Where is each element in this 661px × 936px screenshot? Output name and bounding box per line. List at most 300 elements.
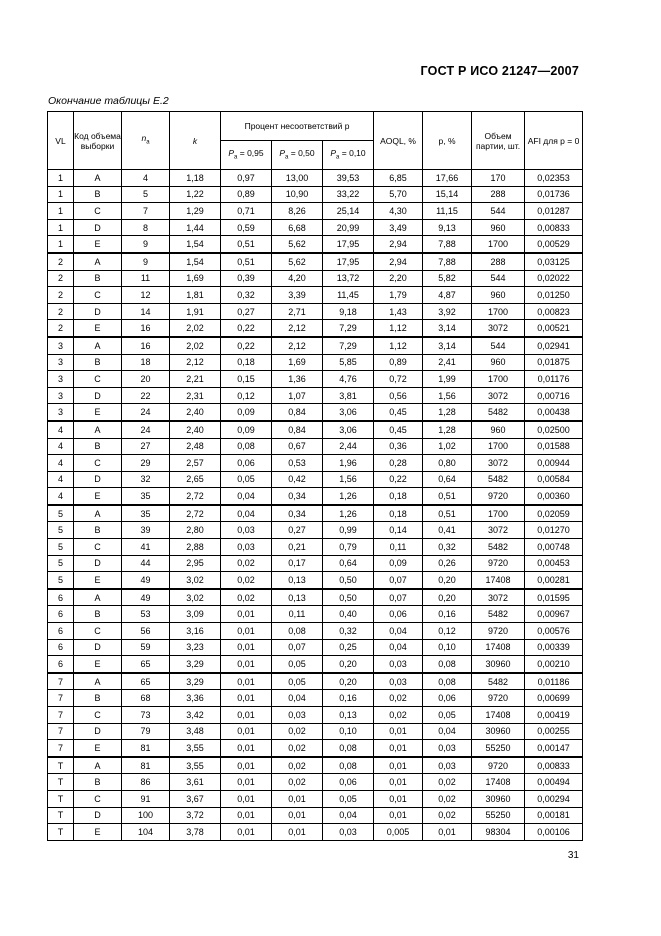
table-cell: 6,85 (374, 170, 423, 187)
table-cell: 11,45 (323, 287, 374, 304)
table-cell: 0,02 (272, 774, 323, 791)
table-cell: 3,61 (170, 774, 221, 791)
pa95-symbol: P (228, 147, 235, 158)
col-n-symbol: n (141, 133, 147, 144)
table-cell: A (74, 337, 122, 354)
table-cell: 3 (48, 371, 74, 388)
table-cell: 0,00339 (525, 639, 583, 656)
table-cell: 0,17 (272, 555, 323, 572)
table-cell: 0,01 (374, 757, 423, 774)
table-cell: 5 (48, 522, 74, 539)
table-cell: 0,01 (374, 790, 423, 807)
table-cell: 33,22 (323, 186, 374, 203)
table-row (48, 824, 583, 841)
table-cell: 3,02 (170, 572, 221, 589)
table-cell: 2,12 (272, 320, 323, 337)
table-cell: E (74, 656, 122, 673)
table-cell: 0,10 (323, 723, 374, 740)
table-cell: 3072 (472, 522, 525, 539)
table-cell: 0,02500 (525, 421, 583, 438)
pa50-sub: a (285, 154, 289, 161)
table-cell: 15,14 (423, 186, 472, 203)
table-cell: 9720 (472, 488, 525, 505)
table-cell: 12 (122, 287, 170, 304)
table-cell: T (48, 807, 74, 824)
table-cell: 0,02 (221, 555, 272, 572)
table-cell: 0,04 (221, 488, 272, 505)
table-cell: 0,12 (423, 623, 472, 640)
table-cell: 7,88 (423, 253, 472, 270)
table-cell: E (74, 572, 122, 589)
col-pct-group: Процент несоответствий p (221, 112, 374, 141)
table-row (48, 589, 583, 606)
table-row (48, 371, 583, 388)
table-cell: 0,20 (423, 589, 472, 606)
table-cell: 24 (122, 421, 170, 438)
table-cell: 5 (122, 186, 170, 203)
table-cell: 0,56 (374, 387, 423, 404)
table-cell: 100 (122, 807, 170, 824)
table-cell: 5 (48, 505, 74, 522)
table-cell: 55250 (472, 807, 525, 824)
table-cell: E (74, 740, 122, 757)
table-cell: 0,00438 (525, 404, 583, 421)
table-row (48, 740, 583, 757)
col-n-sub: a (146, 139, 150, 146)
table-cell: 35 (122, 488, 170, 505)
table-cell: C (74, 707, 122, 724)
table-cell: D (74, 723, 122, 740)
table-cell: 544 (472, 337, 525, 354)
table-cell: 44 (122, 555, 170, 572)
table-cell: 1,07 (272, 387, 323, 404)
table-cell: 4,20 (272, 270, 323, 287)
table-cell: 0,01 (221, 639, 272, 656)
table-row (48, 287, 583, 304)
table-cell: 3,02 (170, 589, 221, 606)
table-cell: 29 (122, 455, 170, 472)
table-cell: 544 (472, 203, 525, 220)
table-cell: 0,01270 (525, 522, 583, 539)
table-cell: 8,26 (272, 203, 323, 220)
table-cell: 3 (48, 387, 74, 404)
table-cell: 0,00181 (525, 807, 583, 824)
table-cell: 7 (48, 740, 74, 757)
table-cell: 2 (48, 270, 74, 287)
table-cell: B (74, 606, 122, 623)
table-cell: 7 (48, 673, 74, 690)
table-cell: T (48, 824, 74, 841)
table-cell: 0,27 (221, 303, 272, 320)
table-cell: D (74, 303, 122, 320)
table-cell: 0,05 (323, 790, 374, 807)
sampling-table (47, 111, 583, 841)
table-cell: 0,21 (272, 539, 323, 556)
table-cell: 0,13 (272, 572, 323, 589)
table-cell: 79 (122, 723, 170, 740)
table-cell: 0,20 (323, 656, 374, 673)
table-cell: 0,00576 (525, 623, 583, 640)
table-cell: 81 (122, 740, 170, 757)
table-cell: 91 (122, 790, 170, 807)
table-cell: 13,72 (323, 270, 374, 287)
table-cell: 2,40 (170, 404, 221, 421)
table-cell: 4,30 (374, 203, 423, 220)
table-cell: C (74, 203, 122, 220)
table-cell: 0,03 (272, 707, 323, 724)
table-row (48, 555, 583, 572)
table-cell: 3,29 (170, 673, 221, 690)
table-cell: 0,79 (323, 539, 374, 556)
table-row (48, 337, 583, 354)
table-row (48, 707, 583, 724)
pa10-value: = 0,10 (341, 147, 366, 158)
col-k (170, 112, 221, 170)
table-cell: A (74, 505, 122, 522)
table-cell: 0,08 (423, 673, 472, 690)
table-cell: 0,00147 (525, 740, 583, 757)
table-cell: 27 (122, 438, 170, 455)
table-cell: 0,51 (221, 253, 272, 270)
table-cell: 49 (122, 589, 170, 606)
table-cell: 32 (122, 471, 170, 488)
table-cell: 0,01 (374, 740, 423, 757)
table-cell: 16 (122, 320, 170, 337)
table-row (48, 219, 583, 236)
table-cell: 9720 (472, 623, 525, 640)
table-cell: T (48, 757, 74, 774)
table-cell: 0,01875 (525, 354, 583, 371)
table-cell: 1,36 (272, 371, 323, 388)
table-row (48, 606, 583, 623)
table-cell: 0,22 (221, 337, 272, 354)
table-cell: 1,69 (170, 270, 221, 287)
table-cell: 1700 (472, 303, 525, 320)
table-cell: 7,88 (423, 236, 472, 253)
table-cell: 0,08 (272, 623, 323, 640)
table-cell: 1700 (472, 371, 525, 388)
table-cell: 1 (48, 170, 74, 187)
table-cell: 6 (48, 656, 74, 673)
table-cell: 0,42 (272, 471, 323, 488)
table-cell: 30960 (472, 790, 525, 807)
table-cell: 1,81 (170, 287, 221, 304)
table-cell: 6 (48, 639, 74, 656)
table-cell: A (74, 170, 122, 187)
table-cell: 1,12 (374, 320, 423, 337)
table-cell: 3,55 (170, 757, 221, 774)
table-cell: 1700 (472, 438, 525, 455)
table-cell: 4 (48, 438, 74, 455)
table-row (48, 790, 583, 807)
table-cell: 24 (122, 404, 170, 421)
table-cell: 2,57 (170, 455, 221, 472)
table-cell: 0,06 (374, 606, 423, 623)
table-cell: 2,12 (170, 354, 221, 371)
table-cell: 3,55 (170, 740, 221, 757)
table-cell: 0,00967 (525, 606, 583, 623)
table-cell: 4 (48, 421, 74, 438)
table-cell: 0,01 (272, 807, 323, 824)
table-cell: C (74, 287, 122, 304)
table-cell: 0,03 (323, 824, 374, 841)
table-row (48, 757, 583, 774)
table-cell: C (74, 790, 122, 807)
pa50-symbol: P (279, 147, 286, 158)
table-cell: 9720 (472, 555, 525, 572)
table-cell: 0,18 (221, 354, 272, 371)
table-cell: B (74, 774, 122, 791)
table-cell: 1 (48, 203, 74, 220)
table-cell: 2,80 (170, 522, 221, 539)
table-cell: 9720 (472, 757, 525, 774)
table-cell: 0,07 (374, 572, 423, 589)
table-cell: B (74, 438, 122, 455)
table-cell: 1,22 (170, 186, 221, 203)
table-cell: 0,00823 (525, 303, 583, 320)
table-cell: 6 (48, 589, 74, 606)
table-cell: 3072 (472, 455, 525, 472)
table-cell: 3,42 (170, 707, 221, 724)
table-cell: 0,08 (323, 757, 374, 774)
table-cell: 5482 (472, 471, 525, 488)
table-cell: 5 (48, 539, 74, 556)
table-cell: 0,80 (423, 455, 472, 472)
table-cell: 0,59 (221, 219, 272, 236)
table-cell: 0,01 (272, 824, 323, 841)
table-cell: C (74, 623, 122, 640)
table-cell: 39,53 (323, 170, 374, 187)
table-cell: 6 (48, 623, 74, 640)
table-row (48, 186, 583, 203)
table-row (48, 203, 583, 220)
table-cell: A (74, 673, 122, 690)
table-cell: 5482 (472, 673, 525, 690)
table-cell: 2 (48, 287, 74, 304)
table-cell: 0,005 (374, 824, 423, 841)
table-cell: D (74, 639, 122, 656)
table-cell: 0,51 (423, 505, 472, 522)
table-row (48, 673, 583, 690)
pa95-sub: a (234, 154, 238, 161)
table-cell: 1,29 (170, 203, 221, 220)
table-cell: 2,95 (170, 555, 221, 572)
table-cell: 17408 (472, 639, 525, 656)
table-cell: 0,02 (221, 589, 272, 606)
table-cell: 14 (122, 303, 170, 320)
table-cell: 0,03 (374, 656, 423, 673)
table-cell: 0,02 (423, 807, 472, 824)
table-cell: 960 (472, 287, 525, 304)
table-row (48, 270, 583, 287)
table-cell: 0,99 (323, 522, 374, 539)
table-cell: 0,25 (323, 639, 374, 656)
table-cell: 0,01 (221, 774, 272, 791)
table-cell: 3,48 (170, 723, 221, 740)
table-cell: 0,01 (221, 740, 272, 757)
table-cell: 4 (48, 471, 74, 488)
table-cell: 2,12 (272, 337, 323, 354)
table-cell: 0,50 (323, 572, 374, 589)
table-cell: 0,03 (423, 757, 472, 774)
table-cell: 0,15 (221, 371, 272, 388)
table-cell: 0,32 (221, 287, 272, 304)
col-afi: AFI для p = 0 (525, 112, 583, 170)
table-row (48, 303, 583, 320)
table-cell: 0,41 (423, 522, 472, 539)
col-pa50 (272, 141, 323, 170)
table-cell: 0,02022 (525, 270, 583, 287)
table-cell: 2,21 (170, 371, 221, 388)
table-cell: 0,01 (221, 673, 272, 690)
pa50-value: = 0,50 (290, 147, 315, 158)
table-cell: 3,06 (323, 404, 374, 421)
table-cell: B (74, 354, 122, 371)
table-cell: 2,71 (272, 303, 323, 320)
table-body (48, 170, 583, 841)
table-cell: 17408 (472, 707, 525, 724)
table-cell: 7 (48, 690, 74, 707)
table-cell: 1,26 (323, 488, 374, 505)
table-cell: 0,02 (221, 572, 272, 589)
table-cell: 0,01 (221, 623, 272, 640)
table-cell: 5482 (472, 404, 525, 421)
table-cell: 9720 (472, 690, 525, 707)
table-cell: 2,72 (170, 505, 221, 522)
table-cell: 0,03125 (525, 253, 583, 270)
table-cell: 1,96 (323, 455, 374, 472)
table-cell: 0,04 (374, 639, 423, 656)
table-cell: 1700 (472, 505, 525, 522)
table-row (48, 639, 583, 656)
table-cell: D (74, 219, 122, 236)
table-cell: 2,02 (170, 320, 221, 337)
table-cell: A (74, 757, 122, 774)
table-cell: 3072 (472, 320, 525, 337)
table-cell: 1,69 (272, 354, 323, 371)
table-cell: 0,32 (323, 623, 374, 640)
pa95-value: = 0,95 (239, 147, 264, 158)
table-cell: 0,01 (221, 790, 272, 807)
table-cell: 7 (122, 203, 170, 220)
table-cell: 49 (122, 572, 170, 589)
table-cell: 0,00748 (525, 539, 583, 556)
table-cell: 0,03 (221, 522, 272, 539)
table-cell: 0,26 (423, 555, 472, 572)
table-cell: 0,11 (272, 606, 323, 623)
table-cell: 288 (472, 186, 525, 203)
table-cell: 2,20 (374, 270, 423, 287)
table-cell: 4 (48, 455, 74, 472)
table-cell: 1 (48, 186, 74, 203)
table-cell: 7 (48, 723, 74, 740)
table-row (48, 723, 583, 740)
table-cell: 65 (122, 673, 170, 690)
table-cell: 0,89 (374, 354, 423, 371)
col-vl: VL (48, 112, 74, 170)
table-cell: 0,00360 (525, 488, 583, 505)
col-p: p, % (423, 112, 472, 170)
col-lot: Объем партии, шт. (472, 112, 525, 170)
table-cell: 2,88 (170, 539, 221, 556)
col-k-symbol: k (192, 135, 198, 146)
table-cell: 13,00 (272, 170, 323, 187)
table-cell: 3,23 (170, 639, 221, 656)
table-cell: 65 (122, 656, 170, 673)
table-cell: 0,27 (272, 522, 323, 539)
table-cell: 17408 (472, 774, 525, 791)
table-cell: 3,49 (374, 219, 423, 236)
table-cell: 1,91 (170, 303, 221, 320)
table-cell: 288 (472, 253, 525, 270)
table-cell: 20,99 (323, 219, 374, 236)
table-cell: 20 (122, 371, 170, 388)
table-cell: 0,01176 (525, 371, 583, 388)
table-cell: 0,00584 (525, 471, 583, 488)
table-cell: 0,01595 (525, 589, 583, 606)
table-cell: 3,29 (170, 656, 221, 673)
table-cell: 1,02 (423, 438, 472, 455)
table-cell: 0,03 (423, 740, 472, 757)
table-cell: 0,01 (221, 757, 272, 774)
table-cell: 2 (48, 253, 74, 270)
table-cell: 0,00699 (525, 690, 583, 707)
table-cell: 0,28 (374, 455, 423, 472)
table-cell: 0,64 (323, 555, 374, 572)
table-cell: 2,48 (170, 438, 221, 455)
table-row (48, 455, 583, 472)
table-cell: 1,54 (170, 253, 221, 270)
table-cell: C (74, 371, 122, 388)
table-cell: 3,92 (423, 303, 472, 320)
table-cell: 0,51 (221, 236, 272, 253)
table-cell: 0,01 (221, 824, 272, 841)
table-cell: 2 (48, 320, 74, 337)
table-cell: 2,40 (170, 421, 221, 438)
table-row (48, 354, 583, 371)
table-cell: D (74, 555, 122, 572)
table-cell: 0,01 (221, 707, 272, 724)
table-row (48, 623, 583, 640)
table-cell: 0,00106 (525, 824, 583, 841)
table-cell: 1,79 (374, 287, 423, 304)
table-cell: 5,62 (272, 236, 323, 253)
table-cell: 0,12 (221, 387, 272, 404)
table-cell: 18 (122, 354, 170, 371)
table-cell: 41 (122, 539, 170, 556)
page-number: 31 (567, 850, 579, 861)
table-row (48, 404, 583, 421)
table-cell: 0,40 (323, 606, 374, 623)
table-cell: 16 (122, 337, 170, 354)
table-cell: E (74, 824, 122, 841)
table-row (48, 807, 583, 824)
table-cell: 0,02 (272, 723, 323, 740)
table-cell: 5,70 (374, 186, 423, 203)
table-cell: 17,66 (423, 170, 472, 187)
table-cell: 0,00294 (525, 790, 583, 807)
table-cell: 0,20 (423, 572, 472, 589)
table-cell: 0,02 (272, 740, 323, 757)
table-row (48, 488, 583, 505)
table-cell: A (74, 253, 122, 270)
table-cell: 1,99 (423, 371, 472, 388)
table-row (48, 253, 583, 270)
table-cell: 170 (472, 170, 525, 187)
table-cell: 3,14 (423, 337, 472, 354)
table-cell: 0,01 (374, 723, 423, 740)
table-row (48, 170, 583, 187)
